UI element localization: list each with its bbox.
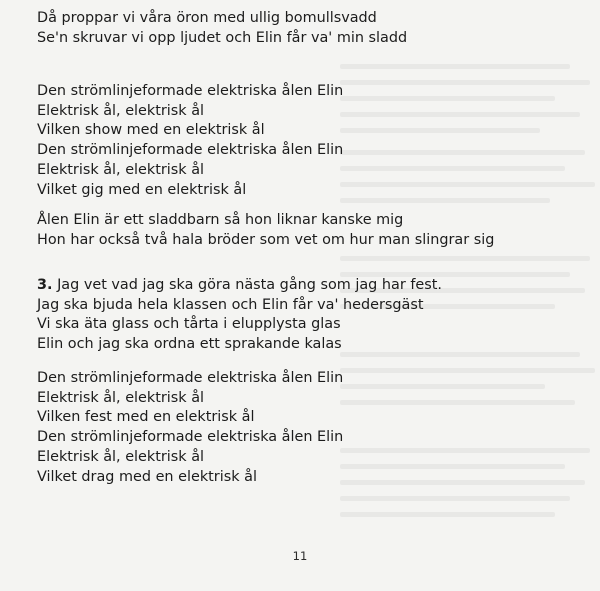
lyric-text: Hon har också två hala bröder som vet om hur man slingrar sig [37,231,495,248]
lyric-line [37,368,343,388]
lyric-line [37,8,377,28]
lyric-text: Vi ska äta glass och tårta i elupplysta glas [37,316,341,333]
lyric-text: Vilket drag med en elektrisk ål [37,468,257,485]
lyric-text: Vilken fest med en elektrisk ål [37,409,255,426]
lyric-text: Den strömlinjeformade elektriska ålen Elin [37,429,344,446]
lyric-line [37,140,343,160]
lyric-text: Elin och jag ska ordna ett sprakande kalas [37,336,342,353]
lyric-text: Elektrisk ål, elektrisk ål [37,389,205,406]
lyric-line [37,447,204,467]
lyric-line [37,388,204,408]
lyric-line [37,210,403,230]
lyric-text: Den strömlinjeformade elektriska ålen Elin [37,142,344,159]
lyric-line [37,314,341,334]
lyric-line [37,230,494,250]
lyric-line [37,275,442,295]
lyric-text: Den strömlinjeformade elektriska ålen Elin [37,83,344,99]
lyric-line [37,180,246,200]
lyric-text: Då proppar vi våra öron med ullig bomullsvadd [37,10,377,26]
lyric-line [37,160,204,180]
lyric-text: Elektrisk ål, elektrisk ål [37,448,205,465]
lyric-text: Ålen Elin är ett sladdbarn så hon liknar kanske mig [37,212,404,228]
lyric-line [37,427,343,447]
lyric-line [37,295,424,315]
lyric-line [37,28,407,48]
lyric-line [37,407,254,427]
lyric-text: Jag ska bjuda hela klassen och Elin får va' hedersgäst [37,296,424,313]
lyric-text: Vilken show med en elektrisk ål [37,122,265,139]
page-number: 11 [292,549,308,563]
lyric-text: Vilket gig med en elektrisk ål [37,181,247,198]
lyric-line [37,81,343,101]
lyric-text: Se'n skruvar vi opp ljudet och Elin får va' min sladd [37,29,408,46]
lyric-text: Elektrisk ål, elektrisk ål [37,161,205,178]
lyric-line [37,334,342,354]
lyric-text: Elektrisk ål, elektrisk ål [37,102,205,119]
verse-number: 3. [37,277,53,293]
lyric-line [37,467,257,487]
lyric-text: Den strömlinjeformade elektriska ålen Elin [37,370,344,386]
lyric-text: Jag vet vad jag ska göra nästa gång som jag har fest. [57,277,442,293]
lyric-line [37,101,204,121]
lyric-line [37,120,265,140]
